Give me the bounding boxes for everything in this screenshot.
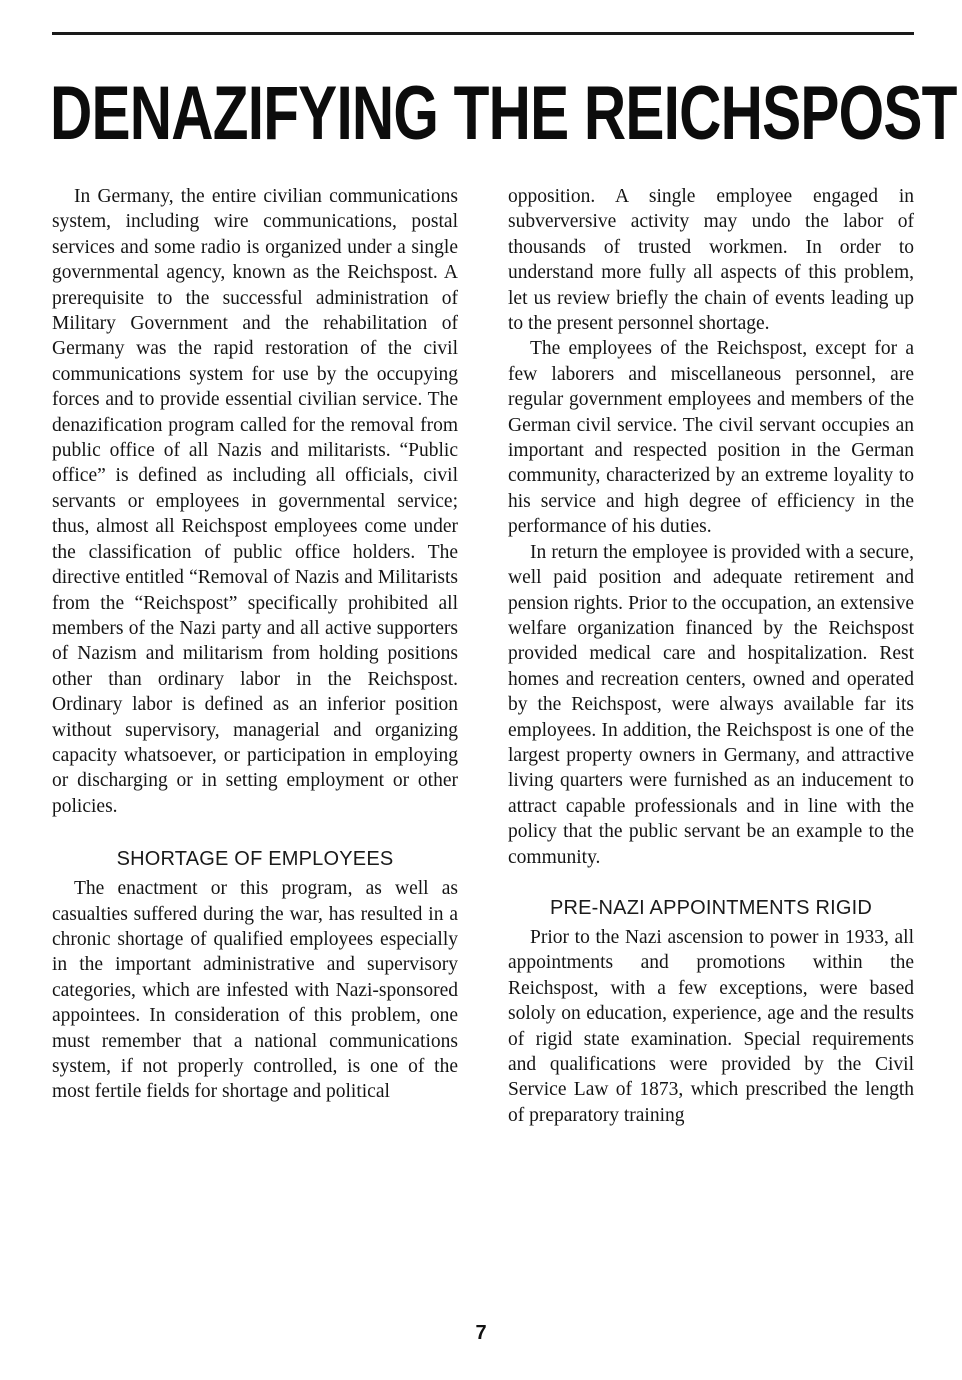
section-heading-shortage: SHORTAGE OF EMPLOYEES bbox=[116, 848, 394, 871]
article-title: DENAZIFYING THE REICHSPOST bbox=[50, 71, 957, 156]
left-column bbox=[52, 184, 458, 1105]
right-paragraph-2: The employees of the Reichspost, except for a few laborers and miscellaneous personnel, are regular government employees and members of the German civil service. The civil servant occupies an important and respected position in the German community, characterized by an extreme loyality to his service and high degree of efficiency in the performance of his duties. bbox=[508, 338, 914, 538]
page-number: 7 bbox=[475, 1322, 487, 1344]
right-paragraph-1: opposition. A single employee engaged in subverversive activity may undo the labor of thousands of trusted workmen. In order to understand more fully all aspects of this problem, let us review briefly the chain of events leading up to the present personnel shortage. bbox=[508, 186, 914, 335]
right-paragraph-4: Prior to the Nazi ascension to power in 1933, all appointments and promotions within the Reichspost, with a few exceptions, were based sololy on education, experience, age and the results of rigid state examination. Special requirements and qualifications were provided by the Civil Service Law of 1873, which prescribed the length of preparatory training bbox=[508, 926, 914, 1126]
left-paragraph-2: The enactment or this program, as well as casualties suffered during the war, has resulted in a chronic shortage of qualified employees especially in the important administrative and supervisory categories, which are infested with Nazi-sponsored appointees. In consideration of this problem, one must remember that a national communications system, if not properly controlled, is one of the most fertile fields for shortage and political bbox=[52, 878, 458, 1103]
left-paragraph-1: In Germany, the entire civilian communications system, including wire communications, postal services and some radio is organized under a single governmental agency, known as the Reichspost. A prerequisite to the successful administration of Military Government and the rehabilitation of Germany was the rapid restoration of the civil communications system for use by the occupying forces and to provide essential civilian service. The denazification program called for the removal from public office of all Nazis and militarists. “Public office” is defined as including all officials, civil servants or employees in governmental service; thus, almost all Reichspost employees come under the classification of public office holders. The directive entitled “Removal of Nazis and Militarists from the “Reichspost” specifically prohibited all members of the Nazi party and all active supporters of Nazism and militarism from holding positions other than ordinary labor in the Reichspost. Ordinary labor is defined as an inferior position without supervisory, managerial and organizing capacity whatsoever, or participation in employing or discharging or in setting employment or other policies. bbox=[52, 186, 458, 817]
section-heading-pre-nazi: PRE-NAZI APPOINTMENTS RIGID bbox=[549, 896, 873, 919]
right-paragraph-3: In return the employee is provided with a secure, well paid position and adequate retirement and pension rights. Prior to the occupation, an extensive welfare organization financed by the Reichspost provided medical care and hospitalization. Rest homes and recreation centers, owned and operated by the Reichspost, were always available far its employees. In addition, the Reichspost is one of the largest property owners in Germany, and attractive living quarters were furnished as an inducement to attract capable professionals and in line with the policy that the public servant be an example to the community. bbox=[508, 541, 914, 868]
top-rule bbox=[52, 32, 914, 35]
right-column bbox=[508, 184, 914, 1128]
